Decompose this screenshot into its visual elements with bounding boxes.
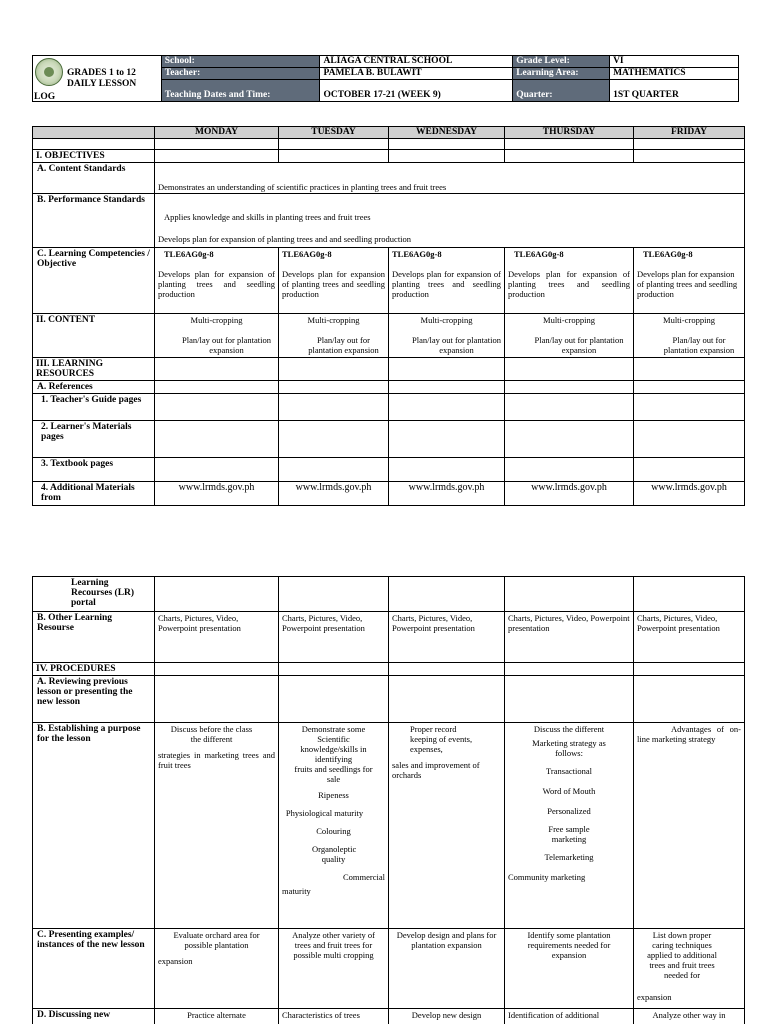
content-standards-text: Demonstrates an understanding of scientific practices in planting trees and fruit trees <box>155 163 745 194</box>
examples-tuesday: Analyze other variety of trees and fruit trees for possible multi cropping <box>279 929 389 1009</box>
discussing-thursday: Identification of additional <box>505 1009 634 1024</box>
discussing-tuesday: Characteristics of trees <box>279 1009 389 1024</box>
performance-standards-text1: Applies knowledge and skills in planting trees and fruit trees <box>164 212 371 222</box>
discussing-monday: Practice alternate <box>155 1009 279 1024</box>
competency-friday: TLE6AG0g-8 Develops plan for expansion of planting trees and seedling production <box>634 248 745 314</box>
content-wednesday: Multi-cropping Plan/lay out for plantation expansion <box>389 314 505 358</box>
discussing-friday: Analyze other way in <box>634 1009 745 1024</box>
area-label: Learning Area: <box>513 68 610 80</box>
other-resources-thursday: Charts, Pictures, Video, Powerpoint presentation <box>505 612 634 663</box>
competency-tuesday: TLE6AG0g-8 Develops plan for expansion of planting trees and seedling production <box>279 248 389 314</box>
content-monday: Multi-cropping Plan/lay out for plantation expansion <box>155 314 279 358</box>
other-resources-wednesday: Charts, Pictures, Video, Powerpoint presentation <box>389 612 505 663</box>
purpose-monday: Discuss before the class the different strategies in marketing trees and fruit trees <box>155 723 279 929</box>
deped-seal-icon <box>35 58 63 86</box>
day-header-thursday: THURSDAY <box>505 127 634 139</box>
competencies-label: C. Learning Competencies / Objective <box>33 248 155 314</box>
quarter-value: 1ST QUARTER <box>610 80 739 102</box>
lr-portal-label: Learning Recourses (LR) portal <box>33 577 155 612</box>
textbook-label: 3. Textbook pages <box>33 458 155 482</box>
references-label: A. References <box>33 381 155 394</box>
corner-header <box>33 127 155 139</box>
teachers-guide-label: 1. Teacher's Guide pages <box>33 394 155 421</box>
dll-table-part2 <box>32 576 745 1024</box>
teacher-value: PAMELA B. BULAWIT <box>320 68 513 80</box>
dll-table-part1 <box>32 126 745 506</box>
title-line1: GRADES 1 to 12 <box>67 68 136 78</box>
title-line3: LOG <box>34 92 56 102</box>
resources-heading: III. LEARNING RESOURCES <box>33 358 155 381</box>
purpose-wednesday: Proper record keeping of events, expenses, sales and improvement of orchards <box>389 723 505 929</box>
header-title-cell <box>33 56 162 102</box>
competency-thursday: TLE6AG0g-8 Develops plan for expansion of planting trees and seedling production <box>505 248 634 314</box>
day-header-wednesday: WEDNESDAY <box>389 127 505 139</box>
content-thursday: Multi-cropping Plan/lay out for plantation expansion <box>505 314 634 358</box>
header-table <box>32 55 739 102</box>
grade-value: VI <box>610 56 739 68</box>
performance-standards-cell <box>155 194 745 248</box>
additional-materials-label: 4. Additional Materials from <box>33 482 155 506</box>
teacher-label: Teacher: <box>161 68 320 80</box>
day-header-friday: FRIDAY <box>634 127 745 139</box>
performance-standards-label: B. Performance Standards <box>33 194 155 248</box>
reviewing-label: A. Reviewing previous lesson or presenting the new lesson <box>33 676 155 723</box>
url-thursday: www.lrmds.gov.ph <box>505 482 634 506</box>
url-friday: www.lrmds.gov.ph <box>634 482 745 506</box>
url-wednesday: www.lrmds.gov.ph <box>389 482 505 506</box>
learners-materials-label: 2. Learner's Materials pages <box>33 421 155 458</box>
examples-monday: Evaluate orchard area for possible plantation expansion <box>155 929 279 1009</box>
purpose-thursday: Discuss the different Marketing strategy as follows: Transactional Word of Mouth Personalized Free sample marketing Telemarketing Community marketing <box>505 723 634 929</box>
school-value: ALIAGA CENTRAL SCHOOL <box>320 56 513 68</box>
url-monday: www.lrmds.gov.ph <box>155 482 279 506</box>
establishing-purpose-label: B. Establishing a purpose for the lesson <box>33 723 155 929</box>
content-friday: Multi-cropping Plan/lay out for plantation expansion <box>634 314 745 358</box>
url-tuesday: www.lrmds.gov.ph <box>279 482 389 506</box>
other-resources-label: B. Other Learning Resourse <box>33 612 155 663</box>
other-resources-friday: Charts, Pictures, Video, Powerpoint presentation <box>634 612 745 663</box>
competency-wednesday: TLE6AG0g-8 Develops plan for expansion of planting trees and seedling production <box>389 248 505 314</box>
examples-wednesday: Develop design and plans for plantation expansion <box>389 929 505 1009</box>
grade-label: Grade Level: <box>513 56 610 68</box>
quarter-label: Quarter: <box>513 80 610 102</box>
school-label: School: <box>161 56 320 68</box>
presenting-examples-label: C. Presenting examples/ instances of the new lesson <box>33 929 155 1009</box>
competency-monday: TLE6AG0g-8 Develops plan for expansion of planting trees and seedling production <box>155 248 279 314</box>
dates-label: Teaching Dates and Time: <box>161 80 320 102</box>
examples-thursday: Identify some plantation requirements needed for expansion <box>505 929 634 1009</box>
procedures-heading: IV. PROCEDURES <box>33 663 155 676</box>
discussing-label: D. Discussing new <box>33 1009 155 1024</box>
other-resources-tuesday: Charts, Pictures, Video, Powerpoint presentation <box>279 612 389 663</box>
content-label: II. CONTENT <box>33 314 155 358</box>
other-resources-monday: Charts, Pictures, Video, Powerpoint presentation <box>155 612 279 663</box>
day-header-tuesday: TUESDAY <box>279 127 389 139</box>
discussing-wednesday: Develop new design <box>389 1009 505 1024</box>
area-value: MATHEMATICS <box>610 68 739 80</box>
purpose-friday: Advantages of on-line marketing strategy <box>634 723 745 929</box>
title-line2: DAILY LESSON <box>67 79 137 89</box>
content-standards-label: A. Content Standards <box>33 163 155 194</box>
purpose-tuesday: Demonstrate some Scientific knowledge/skills in identifying fruits and seedlings for sale Ripeness Physiological maturity Colouring Organoleptic quality Commercial maturity <box>279 723 389 929</box>
dates-value: OCTOBER 17-21 (WEEK 9) <box>320 80 513 102</box>
day-header-monday: MONDAY <box>155 127 279 139</box>
examples-friday: List down proper caring techniques applied to additional trees and fruit trees needed for expansion <box>634 929 745 1009</box>
content-tuesday: Multi-cropping Plan/lay out for plantation expansion <box>279 314 389 358</box>
performance-standards-text2: Develops plan for expansion of planting trees and and seedling production <box>158 234 412 244</box>
objectives-heading: I. OBJECTIVES <box>33 150 155 163</box>
